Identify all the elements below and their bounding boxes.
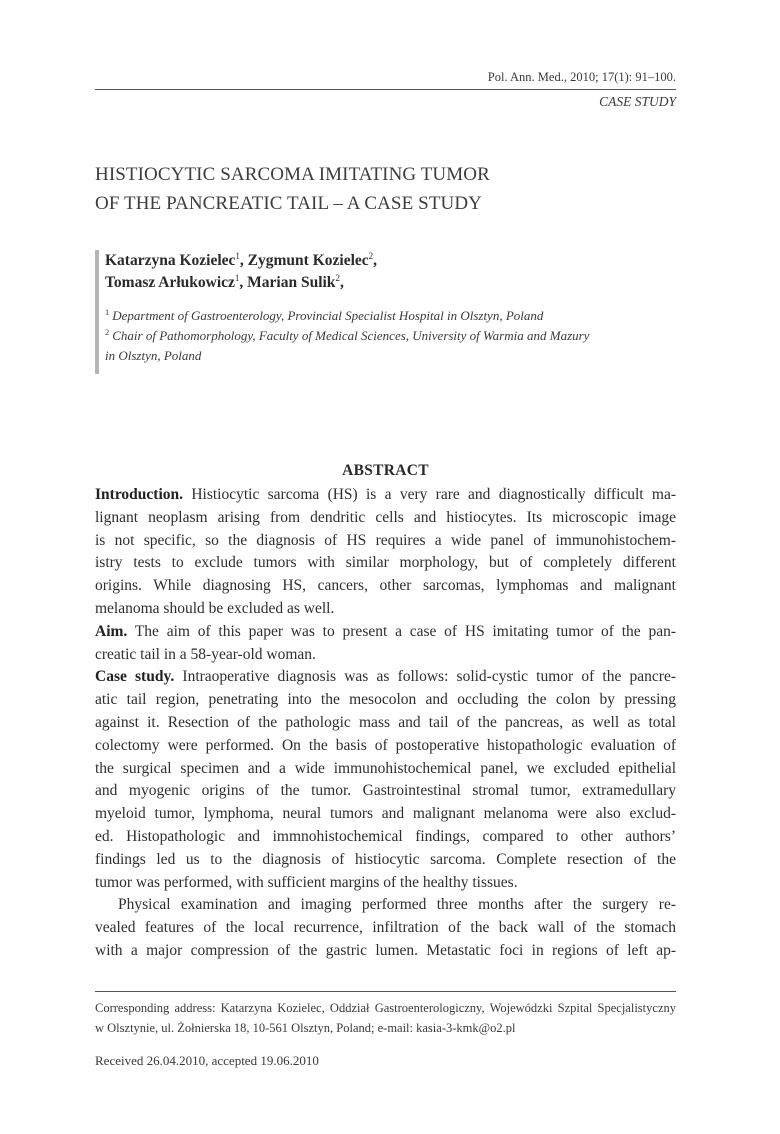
abstract-line: myeloid tumor, lymphoma, neural tumors and malignant melanoma were also exclud- [95,805,676,823]
author-affil-number: 1 [234,273,240,283]
corresponding-address-line-1: Corresponding address: Katarzyna Kozielec, Oddział Gastroenterologiczny, Wojewódzki Szpital Specjalistyczny [95,1001,676,1015]
section-label-aim: Aim. [95,622,128,640]
affiliation-2 [105,326,655,346]
received-dates: Received 26.04.2010, accepted 19.06.2010 [95,1053,319,1068]
corresponding-address [95,998,676,1038]
abstract-line: with a major compression of the gastric lumen. Metastatic foci in regions of left ap- [95,941,676,959]
header-rule [95,89,676,90]
abstract-line: ed. Histopathologic and immnohistochemical findings, compared to other authors’ [95,827,676,845]
affiliation-number: 1 [105,307,110,317]
abstract-line: and myogenic origins of the tumor. Gastrointestinal stromal tumor, extramedullary [95,782,676,800]
article-title [95,160,655,218]
affiliation-number: 2 [105,327,110,337]
author-affil-number: 1 [235,251,240,261]
section-label-case-study: Case study. [95,668,175,686]
affiliations [105,306,655,366]
authors-line-1: Katarzyna Kozielec$^1$, Zygmunt Kozielec$^2$, [105,251,378,269]
affiliation-1 [105,306,655,326]
abstract-line: origins. While diagnosing HS, cancers, other sarcomas, lymphomas and malignant [95,577,676,595]
abstract-line: tumor was performed, with sufficient margins of the healthy tissues. [95,873,518,891]
author-name: Katarzyna Kozielec [105,252,236,269]
author-name: Tomasz Arłukowicz [105,274,235,291]
abstract-line: istry tests to exclude tumors with similar morphology, but of completely different [95,554,676,572]
authors-line-2: Tomasz Arłukowicz$^1$, Marian Sulik$^2$, [105,273,344,291]
abstract-line: against it. Resection of the pathologic mass and tail of the pancreas, as well as total [95,713,676,731]
footer-rule [95,991,676,992]
abstract-text: Histiocytic sarcoma (HS) is a very rare and diagnostically difficult ma- [191,486,677,503]
journal-citation: Pol. Ann. Med., 2010; 17(1): 91–100. [487,70,676,84]
article-type-label: CASE STUDY [599,94,676,109]
abstract-line: findings led us to the diagnosis of histiocytic sarcoma. Complete resection of the [95,850,676,868]
abstract-line [95,666,676,689]
abstract-line: vealed features of the local recurrence, infiltration of the back wall of the stomach [95,919,676,937]
author-block [95,250,655,374]
abstract-line [95,621,676,644]
authors [105,250,655,294]
author-affil-number: 2 [335,273,340,283]
abstract-text: The aim of this paper was to present a case of HS imitating tumor of the pan- [134,622,676,640]
section-label-introduction: Introduction. [95,486,183,503]
author-name: Marian Sulik [247,274,336,291]
title-line-1: HISTIOCYTIC SARCOMA IMITATING TUMOR [95,164,490,185]
abstract-line: the surgical specimen and a wide immunohistochemical panel, we excluded epithelial [95,759,676,777]
author-name: Zygmunt Kozielec [247,252,369,269]
abstract-body [95,484,676,963]
affiliation-2-cont: in Olsztyn, Poland [105,348,202,363]
author-affil-number: 2 [368,251,374,261]
abstract-line: is not specific, so the diagnosis of HS requires a wide panel of immunohistochem- [95,531,676,549]
abstract-line: creatic tail in a 58-year-old woman. [95,645,316,663]
abstract-line: Physical examination and imaging performed three months after the surgery re- [118,896,676,914]
abstract-line [95,484,676,507]
abstract-line: melanoma should be excluded as well. [95,599,335,617]
abstract-line: lignant neoplasm arising from dendritic cells and histiocytes. Its microscopic image [95,508,676,526]
abstract-text: Intraoperative diagnosis was as follows: solid-cystic tumor of the pancre- [182,668,676,686]
abstract-line: atic tail region, penetrating into the mesocolon and occluding the colon by pressing [95,691,676,709]
abstract-heading: ABSTRACT [342,462,429,479]
corresponding-address-line-2: w Olsztynie, ul. Żołnierska 18, 10-561 Olsztyn, Poland; e-mail: kasia-3-kmk@o2.pl [95,1021,516,1035]
abstract-line: colectomy were performed. On the basis of postoperative histopathologic evaluation of [95,736,676,754]
title-line-2: OF THE PANCREATIC TAIL – A CASE STUDY [95,193,482,214]
affiliation-text: Chair of Pathomorphology, Faculty of Medical Sciences, University of Warmia and Mazury [112,328,590,343]
affiliation-text: Department of Gastroenterology, Provincial Specialist Hospital in Olsztyn, Poland [112,308,544,323]
